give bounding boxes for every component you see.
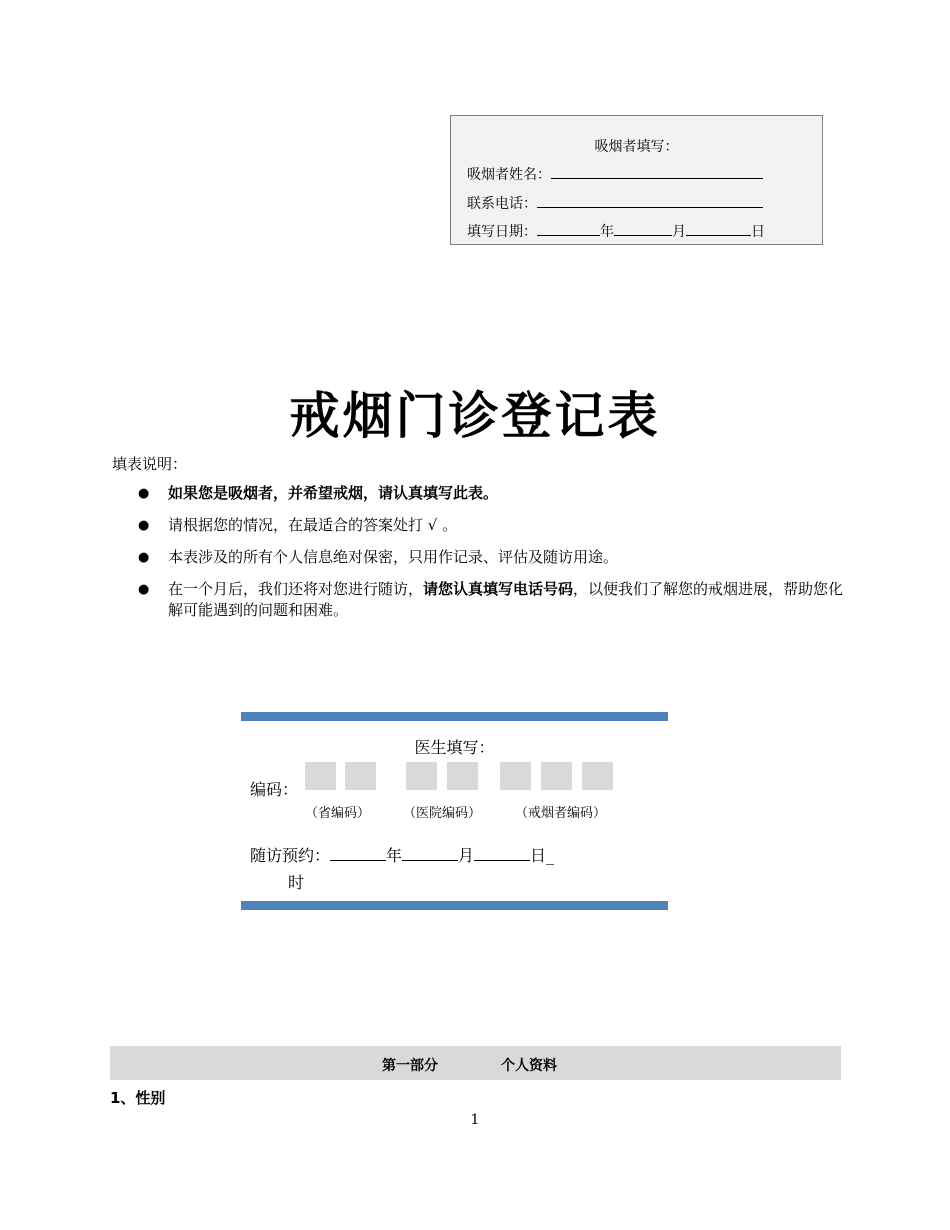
fill-date-row [467,221,765,241]
followup-hour-label: 时 [288,873,305,892]
followup-day-field[interactable] [474,847,530,861]
doctor-section-heading: 医生填写： [414,738,495,757]
doctor-section-top-bar [241,712,668,721]
followup-year-field[interactable] [330,847,386,861]
followup-year-label: 年 [386,846,403,865]
smoker-code-box[interactable] [541,762,572,790]
instruction-text: 请根据您的情况，在最适合的答案处打 √ 。 [168,516,458,534]
province-code-box[interactable] [345,762,376,790]
smoker-phone-label: 联系电话： [467,196,537,212]
smoker-box-heading: 吸烟者填写： [594,139,679,155]
section-title: 个人资料 [501,1058,557,1074]
instruction-text: 本表涉及的所有个人信息绝对保密，只用作记录、评估及随访用途。 [168,548,619,566]
instruction-text: 如果您是吸烟者，并希望戒烟，请认真填写此表。 [168,484,499,502]
followup-label: 随访预约： [250,846,331,865]
province-code-caption: （省编码） [305,806,371,821]
smoker-name-label: 吸烟者姓名： [467,167,551,183]
instruction-item [138,483,848,504]
instruction-item [138,579,848,621]
followup-appointment-row [250,843,554,866]
smoker-code-box[interactable] [582,762,613,790]
page-title: 戒烟门诊登记表 [289,387,661,445]
instruction-item [138,515,848,536]
fill-date-day-label: 日 [751,224,765,240]
instruction-text-part: 在一个月后，我们还将对您进行随访， [168,580,424,598]
smoker-info-box [450,115,823,245]
smoker-phone-field[interactable] [537,195,763,208]
hospital-code-caption: （医院编码） [403,806,482,821]
page-number: 1 [470,1112,480,1128]
code-label: 编码： [250,780,299,799]
instruction-text-part: ，以便我们了解您的戒烟进展，帮助您化解可能遇到的问题和困难。 [168,580,844,619]
smoker-name-row [467,164,763,184]
section-header [110,1046,841,1080]
smoker-code-box[interactable] [500,762,531,790]
smoker-code-caption: （戒烟者编码） [515,806,607,821]
bullet-icon: ● [138,582,150,597]
fill-date-label: 填写日期： [467,224,537,240]
question-gender: 1、性别 [110,1089,166,1107]
fill-date-month-label: 月 [672,224,686,240]
instruction-emphasis: 请您认真填写电话号码 [423,580,574,598]
fill-date-year-label: 年 [600,224,614,240]
instruction-item [138,547,848,568]
smoker-phone-row [467,193,763,213]
province-code-box[interactable] [305,762,336,790]
instructions-label: 填表说明： [112,455,188,473]
section-part-label: 第一部分 [382,1058,438,1074]
fill-date-day-field[interactable] [686,223,751,236]
doctor-section-bottom-bar [241,901,668,910]
followup-month-label: 月 [458,846,475,865]
bullet-icon: ● [138,486,150,501]
followup-day-label: 日_ [530,846,555,865]
followup-month-field[interactable] [402,847,458,861]
fill-date-year-field[interactable] [537,223,600,236]
bullet-icon: ● [138,518,150,533]
hospital-code-box[interactable] [447,762,478,790]
fill-date-month-field[interactable] [614,223,672,236]
bullet-icon: ● [138,550,150,565]
hospital-code-box[interactable] [406,762,437,790]
smoker-name-field[interactable] [551,166,763,179]
instruction-list [138,483,848,632]
